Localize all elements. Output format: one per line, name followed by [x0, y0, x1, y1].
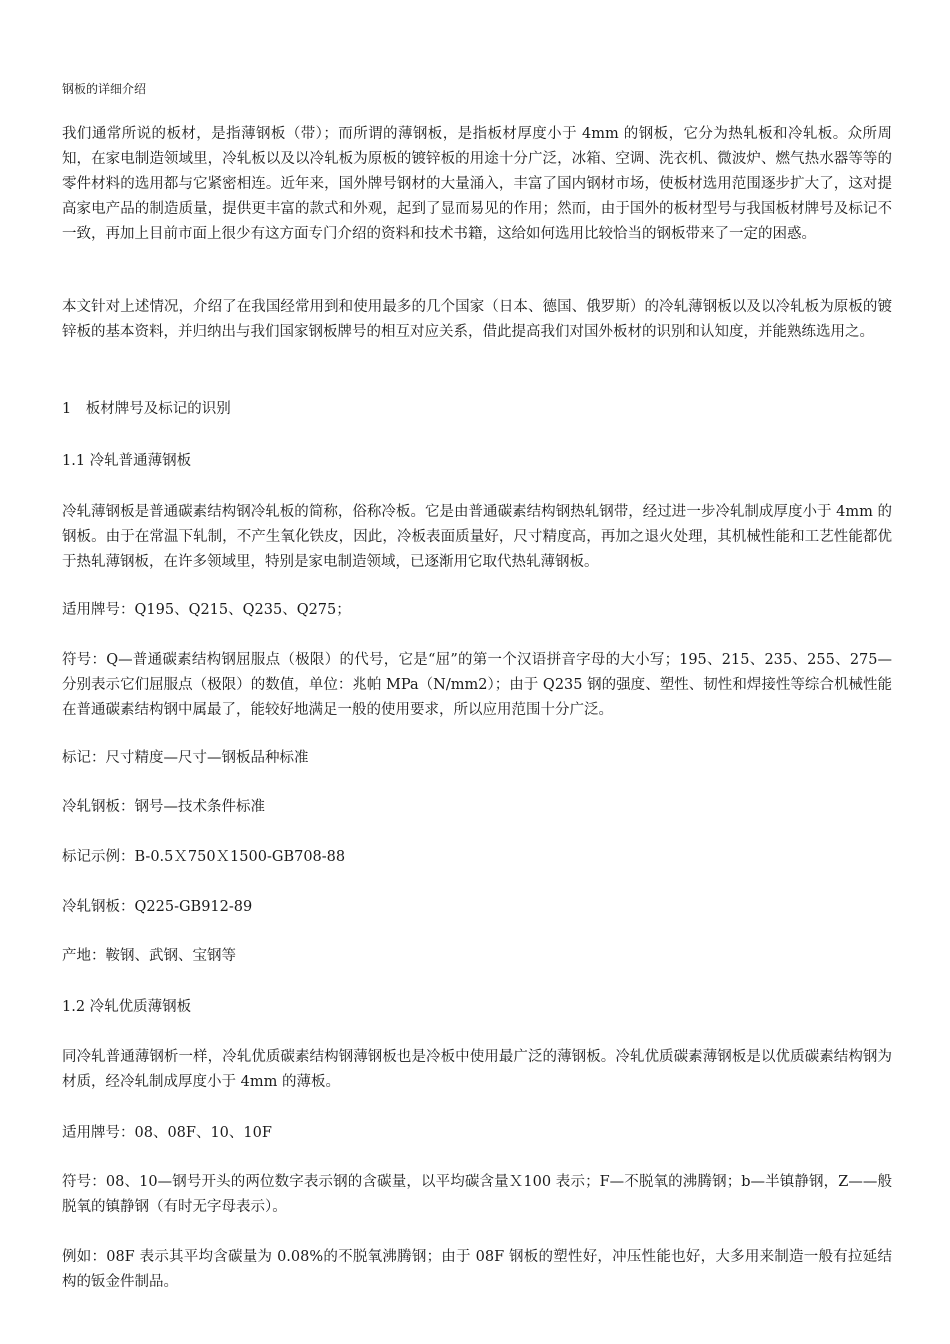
marking-format: 标记：尺寸精度—尺寸—钢板品种标准 — [62, 750, 309, 766]
symbol-explanation-1: 符号：Q—普通碳素结构钢屈服点（极限）的代号，它是“屈”的第一个汉语拼音字母的大小写；195、215、235、255、275—分别表示它们屈服点（极限）的数值，单位：兆帕 MPa（N/mm2）；由于 Q235 钢的强度、塑性、韧性和焊接性等综合机械性能在普通碳素结构钢中属最了，能较好地满足一般的使用要求，所以应用范围十分广泛。 — [62, 652, 892, 718]
cold-sheet-format: 冷轧钢板：钢号—技术条件标准 — [62, 799, 265, 815]
document-title: 钢板的详细介绍 — [62, 82, 147, 96]
symbol-explanation-2: 符号：08、10—钢号开头的两位数字表示钢的含碳量，以平均碳含量Ｘ100 表示；F—不脱氧的沸腾钢；b—半镇静钢，Z——般脱氧的镇静钢（有时无字母表示）。 — [62, 1174, 892, 1215]
example-paragraph: 例如：08F 表示其平均含碳量为 0.08%的不脱氧沸腾钢；由于 08F 钢板的塑性好，冲压性能也好，大多用来制造一般有拉延结构的钣金件制品。 — [62, 1249, 892, 1290]
section-heading-1-1: 1.1 冷轧普通薄钢板 — [62, 453, 192, 469]
intro-paragraph: 我们通常所说的板材，是指薄钢板（带）；而所谓的薄钢板，是指板材厚度小于 4mm 的钢板，它分为热轧板和冷轧板。众所周知，在家电制造领域里，冷轧板以及以冷轧板为原板的镀锌板的用途十分广泛，冰箱、空调、洗衣机、微波炉、燃气热水器等等的零件材料的选用都与它紧密相连。近年来，国外牌号钢材的大量涌入，丰富了国内钢材市场，使板材选用范围逐步扩大了，这对提高家电产品的制造质量，提供更丰富的款式和外观，起到了显而易见的作用；然而，由于国外的板材型号与我国板材牌号及标记不一致，再加上目前市面上很少有这方面专门介绍的资料和技术书籍，这给如何选用比较恰当的钢板带来了一定的困惑。 — [62, 126, 892, 242]
origin-text: 产地：鞍钢、武钢、宝钢等 — [62, 948, 236, 964]
quality-sheet-paragraph: 同冷轧普通薄钢析一样，冷轧优质碳素结构钢薄钢板也是冷板中使用最广泛的薄钢板。冷轧优质碳素薄钢板是以优质碳素结构钢为材质，经冷轧制成厚度小于 4mm 的薄板。 — [62, 1049, 892, 1090]
scope-paragraph: 本文针对上述情况，介绍了在我国经常用到和使用最多的几个国家（日本、德国、俄罗斯）的冷轧薄钢板以及以冷轧板为原板的镀锌板的基本资料，并归纳出与我们国家钢板牌号的相互对应关系，借此提高我们对国外板材的识别和认知度，并能熟练选用之。 — [62, 299, 892, 340]
section-heading-1-2: 1.2 冷轧优质薄钢板 — [62, 999, 192, 1015]
cold-rolled-paragraph: 冷轧薄钢板是普通碳素结构钢冷轧板的简称，俗称冷板。它是由普通碳素结构钢热轧钢带，经过进一步冷轧制成厚度小于 4mm 的钢板。由于在常温下轧制，不产生氧化铁皮，因此，冷板表面质量好，尺寸精度高，再加之退火处理，其机械性能和工艺性能都优于热轧薄钢板，在许多领域里，特别是家电制造领域，已逐渐用它取代热轧薄钢板。 — [62, 504, 892, 570]
cold-sheet-example: 冷轧钢板：Q225-GB912-89 — [62, 899, 253, 915]
applicable-grades-1: 适用牌号：Q195、Q215、Q235、Q275； — [62, 602, 351, 618]
marking-example: 标记示例：B-0.5Ｘ750Ｘ1500-GB708-88 — [62, 849, 346, 865]
applicable-grades-2: 适用牌号：08、08F、10、10F — [62, 1125, 272, 1141]
section-heading-1: 1 板材牌号及标记的识别 — [62, 401, 231, 417]
